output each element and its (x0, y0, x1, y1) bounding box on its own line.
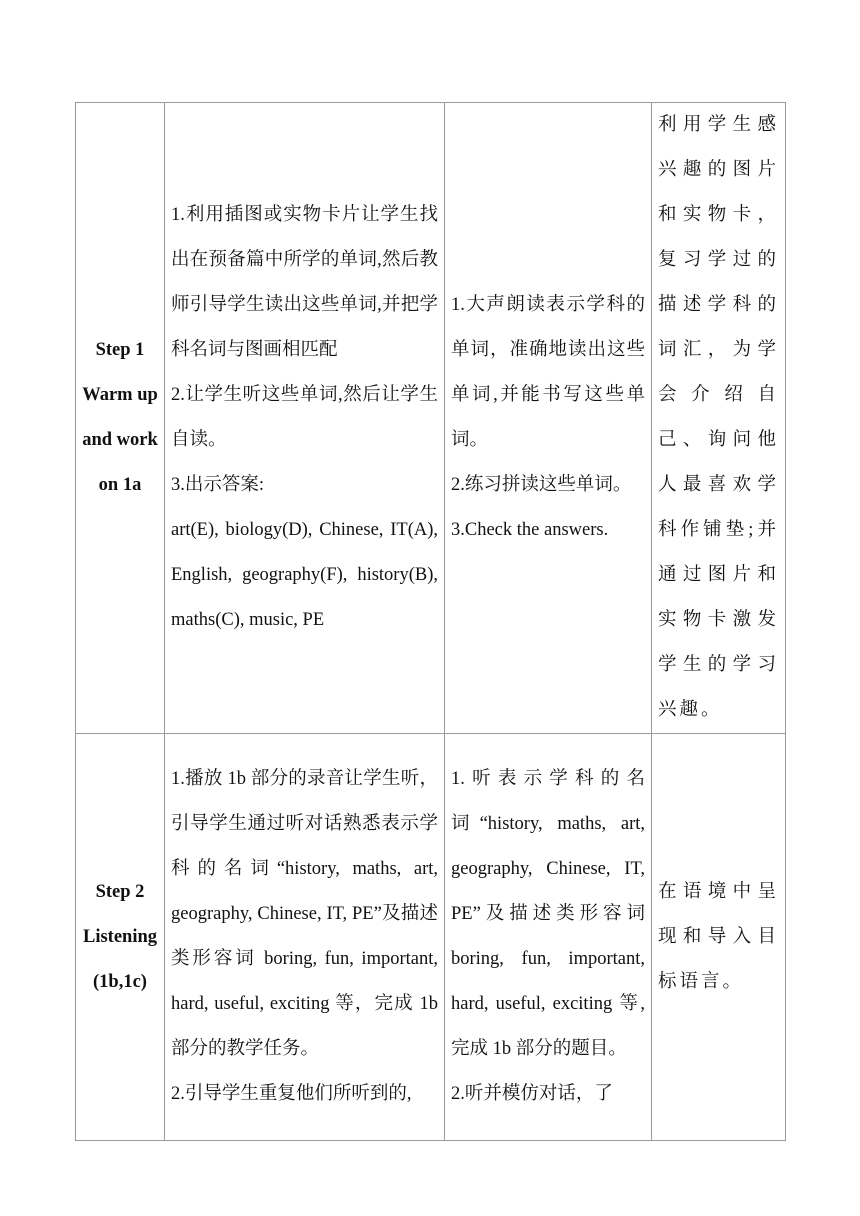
teacher-activity-item: 3.出示答案: (171, 475, 265, 495)
teacher-activity-item: art(E), biology(D), Chinese, IT(A), English, geography(F), history(B), maths(C), music, PE (171, 520, 438, 630)
step-title: Step 1 (95, 340, 145, 360)
student-activity-item: 2.练习拼读这些单词。 (451, 475, 632, 495)
step-line: (1b,1c) (93, 971, 147, 992)
table-row (76, 734, 786, 1141)
lesson-plan-table (75, 102, 786, 1141)
student-activity-cell (445, 103, 652, 734)
student-activity-item: 1.听表示学科的名词“history, maths, art, geography, Chinese, IT, PE”及描述类形容词 boring, fun, important, hard, useful, exciting 等,完成 1b 部分的题目。 (451, 769, 645, 1059)
teacher-activity-item: 1.利用插图或实物卡片让学生找出在预备篇中所学的单词,然后教师引导学生读出这些单词,并把学科名词与图画相匹配 (171, 205, 438, 360)
student-activity-item: 2.听并模仿对话，了 (451, 1084, 613, 1104)
design-purpose-text: 利用学生感兴趣的图片和实物卡，复习学过的描述学科的词汇，为学会介绍自己、询问他人最喜欢学科作铺垫;并通过图片和实物卡激发学生的学习兴趣。 (658, 115, 779, 720)
step-cell (76, 103, 165, 734)
teacher-activity-item: 2.引导学生重复他们所听到的, (171, 1084, 412, 1104)
table-row (76, 103, 786, 734)
step-line: on 1a (98, 475, 142, 495)
step-title: Step 2 (95, 881, 145, 902)
teacher-activity-cell (165, 103, 445, 734)
student-activity-item: 1.大声朗读表示学科的单词，准确地读出这些单词,并能书写这些单词。 (451, 295, 645, 450)
teacher-activity-item: 1.播放 1b 部分的录音让学生听，引导学生通过听对话熟悉表示学科的名词“history, maths, art, geography, Chinese, IT, PE”及描述类形容词 boring, fun, important, hard, useful, exciting 等，完成 1b 部分的教学任务。 (171, 769, 438, 1059)
design-purpose-text: 在语境中呈现和导入目标语言。 (658, 881, 779, 992)
teacher-activity-item: 2.让学生听这些单词,然后让学生自读。 (171, 385, 438, 450)
design-purpose-cell (652, 103, 786, 734)
student-activity-item: 3.Check the answers. (451, 520, 609, 540)
student-activity-cell (445, 734, 652, 1141)
teacher-activity-cell (165, 734, 445, 1141)
step-line: and work (82, 430, 158, 450)
step-line: Listening (82, 926, 158, 947)
design-purpose-cell (652, 734, 786, 1141)
step-cell (76, 734, 165, 1141)
step-line: Warm up (82, 385, 158, 405)
